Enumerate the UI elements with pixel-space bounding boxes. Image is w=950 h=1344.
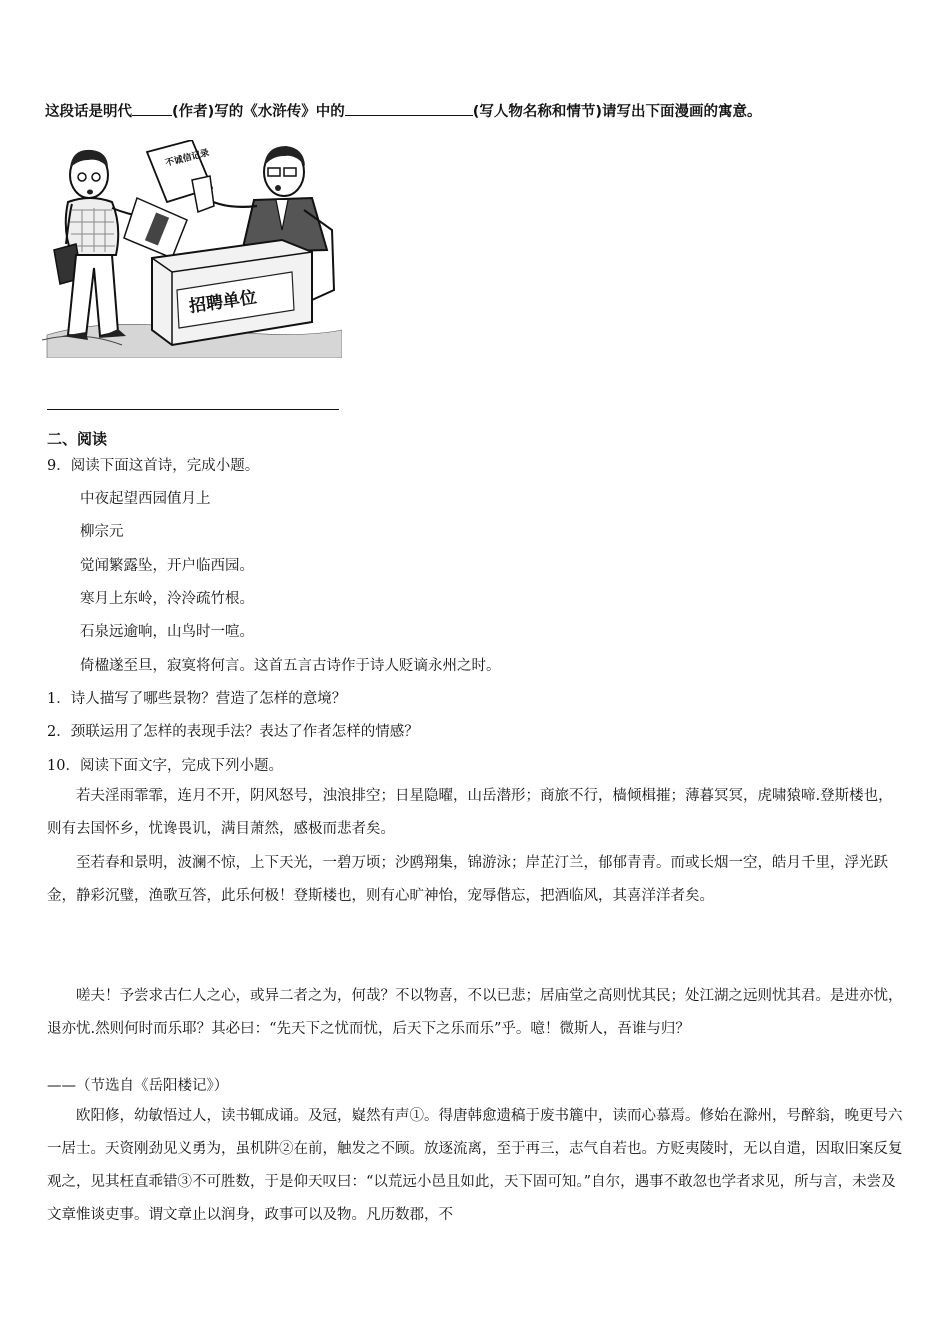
comic-drawing bbox=[42, 140, 342, 358]
question-text-2: (作者)写的《水浒传》中的 bbox=[172, 104, 345, 120]
passage-paragraph-2: 至若春和景明，波澜不惊，上下天光，一碧万顷；沙鸥翔集，锦游泳；岸芷汀兰，郁郁青青。而或长烟一空，皓月千里，浮光跃金，静彩沉璧，渔歌互答，此乐何极！登斯楼也，则有心旷神怡，宠辱偕忘，把酒临风，其喜洋洋者矣。 bbox=[47, 855, 888, 904]
answer-line[interactable] bbox=[47, 409, 339, 410]
comic-illustration bbox=[42, 140, 342, 358]
author-blank[interactable] bbox=[132, 101, 172, 116]
poem-author: 柳宗元 bbox=[80, 524, 124, 540]
question-text-3: (写人物名称和情节)请写出下面漫画的寓意。 bbox=[472, 104, 762, 120]
passage-paragraph-4: 欧阳修，幼敏悟过人，读书辄成诵。及冠，嶷然有声①。得唐韩愈遗稿于废书簏中，读而心慕焉。修始在滁州，号醉翁，晚更号六一居士。天资刚劲见义勇为，虽机阱②在前，触发之不顾。放逐流离，至于再三，志气自若也。方贬夷陵时，无以自遣，因取旧案反复观之，见其枉直乖错③不可胜数，于是仰天叹曰：“以荒远小邑且如此，天下固可知。”自尔，遇事不敢忽也学者求见，所与言，未尝及文章惟谈吏事。谓文章止以润身，政事可以及物。凡历数郡，不 bbox=[47, 1108, 903, 1223]
question-line bbox=[45, 100, 762, 121]
poem-line: 倚楹遂至旦，寂寞将何言。这首五言古诗作于诗人贬谪永州之时。 bbox=[80, 658, 501, 674]
sign-text: 不诚信记录 bbox=[164, 148, 211, 169]
q9-subquestion-2: 2．颈联运用了怎样的表现手法？表达了作者怎样的情感？ bbox=[47, 724, 419, 740]
q9-prompt: 9．阅读下面这首诗，完成小题。 bbox=[47, 458, 260, 474]
poem-line: 石泉远逾响，山鸟时一喧。 bbox=[80, 624, 254, 640]
poem-title: 中夜起望西园值月上 bbox=[80, 491, 211, 507]
section-title: 二、阅读 bbox=[47, 430, 108, 448]
q10-prompt: 10．阅读下面文字，完成下列小题。 bbox=[47, 758, 283, 774]
q9-subquestion-1: 1．诗人描写了哪些景物？营造了怎样的意境？ bbox=[47, 691, 347, 707]
desk-sign-text: 招聘单位 bbox=[187, 287, 259, 317]
poem-line: 觉闻繁露坠，开户临西园。 bbox=[80, 558, 254, 574]
question-text-1: 这段话是明代 bbox=[45, 104, 132, 120]
passage-paragraph-1: 若夫淫雨霏霏，连月不开，阴风怒号，浊浪排空；日星隐曜，山岳潜形；商旅不行，樯倾楫摧；薄暮冥冥，虎啸猿啼.登斯楼也，则有去国怀乡，忧谗畏讥，满目萧然，感极而悲者矣。 bbox=[47, 788, 893, 837]
passage-source: ——（节选自《岳阳楼记》） bbox=[47, 1078, 229, 1094]
passage-paragraph-3: 嗟夫！予尝求古仁人之心，或异二者之为，何哉？不以物喜，不以已悲；居庙堂之高则忧其民；处江湖之远则忧其君。是进亦忧，退亦忧.然则何时而乐耶？其必曰：“先天下之忧而忧，后天下之乐而乐”乎。噫！微斯人，吾谁与归？ bbox=[47, 988, 903, 1037]
character-blank[interactable] bbox=[345, 101, 473, 116]
poem-line: 寒月上东岭，泠泠疏竹根。 bbox=[80, 591, 254, 607]
